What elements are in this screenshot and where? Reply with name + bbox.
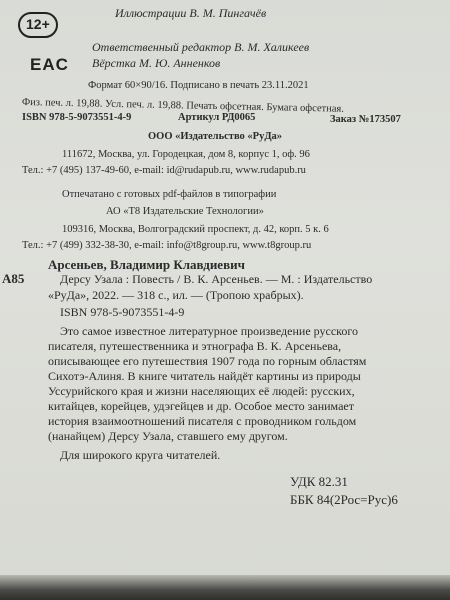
annotation-line: Это самое известное литературное произведение русского <box>60 324 358 338</box>
editor-credit: Ответственный редактор В. М. Халикеев <box>92 40 310 54</box>
age-rating-text: 12+ <box>26 16 50 32</box>
catalog-code: А85 <box>2 271 25 286</box>
specs-article: Артикул РД0065 <box>178 112 256 123</box>
publisher-name: ООО «Издательство «РуДа» <box>148 131 283 142</box>
annotation-line: писателя, путешественника и этнографа В. К. Арсеньева, <box>48 339 342 353</box>
eac-mark: EAC <box>30 55 69 74</box>
annotation-line: китайцев, корейцев, удэгейцев и др. Особое место занимает <box>48 399 354 413</box>
annotation-line: Уссурийского края и жизни населяющих её людей: русских, <box>48 384 355 398</box>
specs-order: Заказ №173507 <box>330 114 401 125</box>
publisher-contacts: Тел.: +7 (495) 137-49-60, e-mail: id@rudapub.ru, www.rudapub.ru <box>22 165 306 176</box>
catalog-author: Арсеньев, Владимир Клавдиевич <box>48 257 245 272</box>
publisher-address: 111672, Москва, ул. Городецкая, дом 8, корпус 1, оф. 96 <box>62 149 310 160</box>
illustrations-credit: Иллюстрации В. М. Пингачёв <box>115 6 267 20</box>
catalog-isbn: ISBN 978-5-9073551-4-9 <box>60 305 185 319</box>
annotation-line: (нанайцем) Дерсу Узала, ставшего ему другом. <box>48 429 288 443</box>
audience-note: Для широкого круга читателей. <box>60 448 221 462</box>
layout-credit: Вёрстка М. Ю. Анненков <box>92 56 221 70</box>
catalog-entry-line2: «РуДа», 2022. — 318 с., ил. — (Тропою храбрых). <box>48 288 304 302</box>
page-edge-shadow <box>0 575 450 600</box>
udk-code: УДК 82.31 <box>290 474 348 489</box>
annotation-line: описывающее его путешествия 1907 года по горным областям <box>48 354 367 368</box>
printer-contacts: Тел.: +7 (499) 332-38-30, e-mail: info@t8group.ru, www.t8group.ru <box>22 240 312 251</box>
sheets-line: Физ. печ. л. 19,88. Усл. печ. л. 19,88. Печать офсетная. Бумага офсетная. <box>21 97 345 115</box>
annotation-line: Сихотэ-Алиня. В книге читатель найдёт картины из природы <box>48 369 361 383</box>
bbk-code: ББК 84(2Рос=Рус)6 <box>290 492 398 507</box>
age-rating-badge <box>18 12 58 38</box>
printer-address: 109316, Москва, Волгоградский проспект, д. 42, корп. 5 к. 6 <box>62 224 329 235</box>
format-line: Формат 60×90/16. Подписано в печать 23.11.2021 <box>88 80 309 91</box>
printer-line: Отпечатано с готовых pdf-файлов в типографии <box>62 189 277 200</box>
specs-isbn: ISBN 978-5-9073551-4-9 <box>22 112 132 123</box>
catalog-entry-line1: Дерсу Узала : Повесть / В. К. Арсеньев. — М. : Издательство <box>60 272 373 286</box>
annotation-line: история взаимоотношений писателя с проводником гольдом <box>48 414 357 428</box>
printer-name: АО «Т8 Издательские Технологии» <box>106 206 264 217</box>
